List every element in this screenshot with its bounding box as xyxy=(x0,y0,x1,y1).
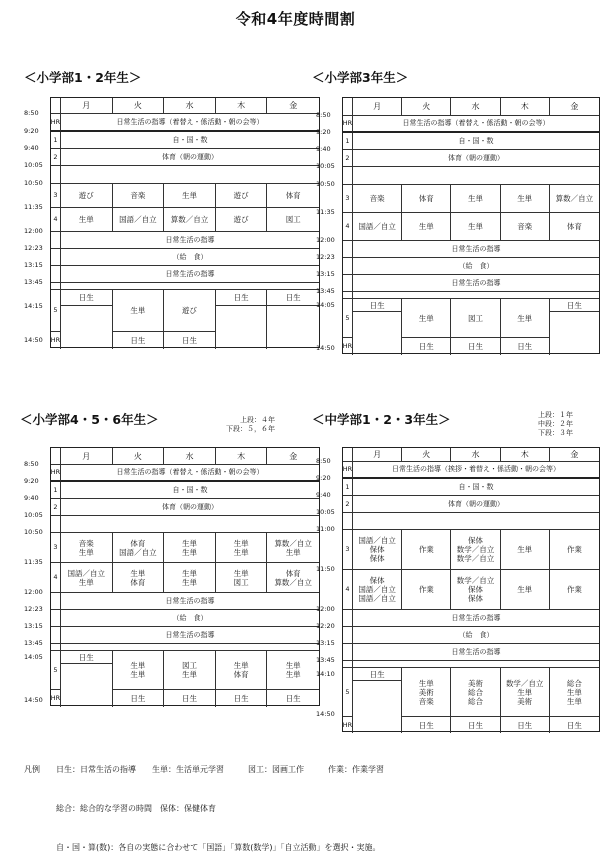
class-cell: 日生 xyxy=(61,651,113,664)
break-row xyxy=(61,644,319,651)
timetable xyxy=(316,97,600,354)
time-column xyxy=(24,447,48,706)
time-label: 10:50 xyxy=(24,179,43,187)
class-cell: 生単 生単 xyxy=(267,651,319,690)
class-cell: 遊び xyxy=(216,208,268,232)
period-label-blank xyxy=(343,644,353,661)
class-cell: 日生 xyxy=(113,332,165,349)
time-label: 9:40 xyxy=(316,145,331,153)
day-header: 金 xyxy=(267,98,319,114)
class-cell: 作業 xyxy=(402,530,451,570)
grade-note xyxy=(226,416,275,434)
period-label-blank xyxy=(51,232,61,249)
class-cell: 遊び xyxy=(164,290,216,332)
time-label: 13:45 xyxy=(24,639,43,647)
timetable-grid xyxy=(50,447,320,706)
class-cell: 生単 xyxy=(113,290,165,332)
time-label: 14:10 xyxy=(316,670,335,678)
break-row xyxy=(61,166,319,184)
spanning-activity: 日常生活の指導 xyxy=(353,610,599,627)
day-header: 金 xyxy=(550,98,599,116)
class-cell: 国語／自立 生単 xyxy=(61,563,113,593)
day-header: 水 xyxy=(164,448,216,465)
time-label: 14:50 xyxy=(24,336,43,344)
class-cell: 日生 xyxy=(285,694,301,703)
time-label: 12:00 xyxy=(24,227,43,235)
legend-line: 総合：総合的な学習の時間 保体：保健体育 xyxy=(24,804,216,813)
section-title: ＜小学部1・2年生＞ xyxy=(24,70,142,85)
time-label: 10:05 xyxy=(316,508,335,516)
period-label: HR xyxy=(51,332,61,349)
empty-cell xyxy=(267,306,319,349)
time-label: 9:20 xyxy=(24,127,39,135)
period-label: 5 xyxy=(343,668,353,717)
class-cell: 日生 xyxy=(501,717,550,733)
class-cell: 生単 生単 xyxy=(113,651,165,690)
timetable-grid xyxy=(342,447,600,732)
class-cell: 図工 xyxy=(451,299,500,338)
time-label: 12:23 xyxy=(316,253,335,261)
time-label: 9:40 xyxy=(24,494,39,502)
class-cell: 総合 生単 生単 xyxy=(550,668,599,717)
day-header: 火 xyxy=(402,448,451,462)
class-cell: 日生 xyxy=(451,338,500,355)
spanning-activity: （給 食） xyxy=(353,627,599,644)
class-cell: 音楽 xyxy=(113,184,165,208)
day-header: 金 xyxy=(550,448,599,462)
class-cell: 作業 xyxy=(550,570,599,610)
grade-note xyxy=(538,411,573,438)
class-cell: 生単 xyxy=(501,185,550,213)
period-label: 5 xyxy=(51,290,61,332)
day-header: 火 xyxy=(113,448,165,465)
class-cell: 国語／自立 xyxy=(113,208,165,232)
period-label: 3 xyxy=(343,185,353,213)
spanning-activity: 体育（朝の運動） xyxy=(61,149,319,166)
time-label: 9:20 xyxy=(24,477,39,485)
class-cell: 算数／自立 xyxy=(164,208,216,232)
spanning-activity: （給 食） xyxy=(61,610,319,627)
class-cell: 日生 xyxy=(402,717,451,733)
class-cell: 日生 xyxy=(353,299,402,312)
day-header: 水 xyxy=(451,98,500,116)
time-label: 9:40 xyxy=(316,491,331,499)
class-cell: 数学／自立 生単 美術 xyxy=(501,668,550,717)
time-label: 13:45 xyxy=(316,656,335,664)
day-header: 月 xyxy=(353,448,402,462)
time-label: 10:05 xyxy=(316,162,335,170)
legend-line: 凡例 日生：日常生活の指導 生単：生活単元学習 図工：図画工作 作業：作業学習 xyxy=(24,765,384,774)
period-label: 4 xyxy=(343,570,353,610)
time-label: 8:50 xyxy=(316,457,331,465)
grade-note-line: 中段：２年 xyxy=(538,420,573,428)
period-label-blank xyxy=(343,292,353,299)
period-label: 5 xyxy=(51,651,61,690)
legend xyxy=(24,737,384,867)
spanning-activity: 日常生活の指導 xyxy=(353,275,599,292)
period-label: 1 xyxy=(343,479,353,496)
spanning-activity: 日常生活の指導 xyxy=(353,644,599,661)
period-label-blank xyxy=(343,627,353,644)
time-label: 13:45 xyxy=(316,287,335,295)
period-label-blank xyxy=(343,610,353,627)
grade-note-line: 下段：３年 xyxy=(538,429,573,437)
period-label: 4 xyxy=(51,563,61,593)
break-row xyxy=(353,167,599,185)
period-label-blank xyxy=(51,627,61,644)
period-label: 1 xyxy=(51,482,61,499)
day-header: 金 xyxy=(267,448,319,465)
class-cell: 生単 体育 xyxy=(216,651,268,690)
time-label: 12:23 xyxy=(24,244,43,252)
time-label: 11:35 xyxy=(24,203,43,211)
grade-note-line: 上段：４年 xyxy=(240,416,275,424)
class-cell: 日生 xyxy=(113,690,165,707)
class-cell: 生単 xyxy=(61,208,113,232)
class-cell: 生単 図工 xyxy=(216,563,268,593)
period-label-blank xyxy=(51,593,61,610)
timetable xyxy=(24,447,320,706)
period-label-blank xyxy=(51,249,61,266)
empty-cell xyxy=(353,681,402,733)
class-cell: 日生 xyxy=(550,299,599,312)
day-header: 火 xyxy=(113,98,165,114)
spanning-activity: 日常生活の指導（着替え・係活動・朝の会等） xyxy=(61,465,319,482)
class-cell: 生単 美術 音楽 xyxy=(402,668,451,717)
period-label-blank xyxy=(51,516,61,533)
spanning-activity: 自・国・数 xyxy=(353,479,599,496)
period-label: 3 xyxy=(51,184,61,208)
class-cell: 遊び xyxy=(61,184,113,208)
class-cell: 体育 国語／自立 xyxy=(113,533,165,563)
day-header: 水 xyxy=(451,448,500,462)
class-cell: 日生 xyxy=(501,338,550,355)
time-label: 12:23 xyxy=(24,605,43,613)
time-label: 11:35 xyxy=(316,208,335,216)
empty-cell xyxy=(550,312,599,355)
grade-note-line: 下段：５，６年 xyxy=(226,425,275,433)
class-cell: 生単 xyxy=(164,184,216,208)
class-cell: 日生 xyxy=(216,690,268,707)
time-label: 11:35 xyxy=(24,558,43,566)
time-label: 14:05 xyxy=(316,301,335,309)
period-label-blank xyxy=(343,513,353,530)
spanning-activity: （給 食） xyxy=(353,258,599,275)
class-cell: 生単 xyxy=(501,299,550,338)
period-label: HR xyxy=(51,114,61,132)
class-cell: 生単 体育 xyxy=(113,563,165,593)
spanning-activity: 体育（朝の運動） xyxy=(353,496,599,513)
empty-cell xyxy=(353,312,402,355)
class-cell: 算数／自立 生単 xyxy=(267,533,319,563)
class-cell: 国語／自立 保体 保体 xyxy=(353,530,402,570)
time-label: 9:40 xyxy=(24,144,39,152)
spanning-activity: （給 食） xyxy=(61,249,319,266)
class-cell: 音楽 xyxy=(353,185,402,213)
spanning-activity: 日常生活の指導（着替え・係活動・朝の会等） xyxy=(353,116,599,133)
break-row xyxy=(353,661,599,668)
class-cell: 生単 xyxy=(501,570,550,610)
period-label: HR xyxy=(343,462,353,479)
class-cell: 日生 xyxy=(216,290,268,306)
period-header xyxy=(343,448,353,462)
class-cell: 保体 国語／自立 国語／自立 xyxy=(353,570,402,610)
period-label: 4 xyxy=(343,213,353,241)
period-label: 5 xyxy=(343,299,353,338)
class-cell: 作業 xyxy=(402,570,451,610)
time-label: 12:00 xyxy=(316,236,335,244)
class-cell: 体育 算数／自立 xyxy=(267,563,319,593)
empty-cell xyxy=(61,664,113,707)
day-header: 月 xyxy=(61,448,113,465)
class-cell: 日生 xyxy=(164,690,216,707)
spanning-activity: 日常生活の指導 xyxy=(61,627,319,644)
time-label: 8:50 xyxy=(24,109,39,117)
time-label: 10:50 xyxy=(24,528,43,536)
time-label: 9:20 xyxy=(316,128,331,136)
class-cell: 数学／自立 保体 保体 xyxy=(451,570,500,610)
period-label: 1 xyxy=(343,133,353,150)
time-column xyxy=(24,97,48,348)
time-label: 11:50 xyxy=(316,565,335,573)
section-title: ＜小学部4・5・6年生＞ xyxy=(20,412,159,427)
class-cell: 生単 xyxy=(402,213,451,241)
day-header: 木 xyxy=(501,98,550,116)
time-label: 13:15 xyxy=(24,622,43,630)
period-label-blank xyxy=(51,644,61,651)
period-label: HR xyxy=(343,338,353,355)
section-title: ＜中学部1・2・3年生＞ xyxy=(312,412,451,427)
timetable xyxy=(316,447,600,732)
class-cell: 日生 xyxy=(402,338,451,355)
period-label: 2 xyxy=(343,496,353,513)
time-label: 10:05 xyxy=(24,161,43,169)
time-column xyxy=(316,97,340,354)
time-label: 13:15 xyxy=(24,261,43,269)
period-label: 2 xyxy=(343,150,353,167)
class-cell: 生単 生単 xyxy=(164,563,216,593)
time-label: 14:05 xyxy=(24,653,43,661)
period-label: 2 xyxy=(51,499,61,516)
period-label-blank xyxy=(343,241,353,258)
spanning-activity: 日常生活の指導 xyxy=(61,593,319,610)
day-header: 水 xyxy=(164,98,216,114)
time-label: 12:00 xyxy=(24,588,43,596)
period-label: 1 xyxy=(51,132,61,149)
class-cell: 生単 xyxy=(451,213,500,241)
break-row xyxy=(353,513,599,530)
period-label: HR xyxy=(343,116,353,133)
time-label: 12:00 xyxy=(316,605,335,613)
time-label: 11:00 xyxy=(316,525,335,533)
class-cell: 体育 xyxy=(402,185,451,213)
time-label: 9:20 xyxy=(316,474,331,482)
class-cell: 日生 xyxy=(164,332,216,349)
class-cell: 保体 数学／自立 数学／自立 xyxy=(451,530,500,570)
time-label: 12:20 xyxy=(316,622,335,630)
spanning-activity: 日常生活の指導 xyxy=(61,266,319,283)
period-label-blank xyxy=(343,275,353,292)
day-header: 月 xyxy=(61,98,113,114)
day-header: 木 xyxy=(216,98,268,114)
spanning-activity: 日常生活の指導（挨拶・着替え・係活動・朝の会等） xyxy=(353,462,599,479)
spanning-activity: 日常生活の指導（着替え・係活動・朝の会等） xyxy=(61,114,319,132)
day-header: 木 xyxy=(501,448,550,462)
period-label: 3 xyxy=(51,533,61,563)
time-label: 14:50 xyxy=(316,344,335,352)
class-cell: 生単 xyxy=(501,530,550,570)
class-cell: 作業 xyxy=(550,530,599,570)
page-title: 令和4年度時間割 xyxy=(235,10,356,28)
class-cell: 音楽 生単 xyxy=(61,533,113,563)
period-label: HR xyxy=(343,717,353,733)
class-cell: 美術 総合 総合 xyxy=(451,668,500,717)
empty-cell xyxy=(216,306,268,349)
time-label: 14:50 xyxy=(24,696,43,704)
period-label: HR xyxy=(51,690,61,707)
class-cell: 日生 xyxy=(451,717,500,733)
class-cell: 算数／自立 xyxy=(550,185,599,213)
spanning-activity: 自・国・数 xyxy=(61,482,319,499)
spanning-activity: 自・国・数 xyxy=(353,133,599,150)
period-label-blank xyxy=(51,166,61,184)
period-label: 4 xyxy=(51,208,61,232)
class-cell: 国語／自立 xyxy=(353,213,402,241)
empty-cell xyxy=(61,306,113,349)
time-label: 8:50 xyxy=(24,460,39,468)
timetable xyxy=(24,97,320,348)
period-label-blank xyxy=(51,283,61,290)
spanning-activity: 日常生活の指導 xyxy=(61,232,319,249)
time-label: 13:15 xyxy=(316,270,335,278)
class-cell: 図工 生単 xyxy=(164,651,216,690)
spanning-activity: 体育（朝の運動） xyxy=(61,499,319,516)
class-cell: 体育 xyxy=(267,184,319,208)
period-label-blank xyxy=(51,266,61,283)
period-label-blank xyxy=(343,167,353,185)
period-label-blank xyxy=(343,258,353,275)
class-cell: 体育 xyxy=(550,213,599,241)
day-header: 月 xyxy=(353,98,402,116)
break-row xyxy=(353,292,599,299)
spanning-activity: 日常生活の指導 xyxy=(353,241,599,258)
day-header: 木 xyxy=(216,448,268,465)
class-cell: 日生 xyxy=(61,290,113,306)
time-column xyxy=(316,447,340,732)
legend-line: 自・国・算(数)：各自の実態に合わせて「国語」「算数(数学)」「自立活動」を選択・実施。 xyxy=(24,843,381,852)
section-title: ＜小学部3年生＞ xyxy=(312,70,409,85)
class-cell: 日生 xyxy=(353,668,402,681)
class-cell: 生単 xyxy=(402,299,451,338)
period-header xyxy=(343,98,353,116)
class-cell: 生単 xyxy=(451,185,500,213)
time-label: 10:50 xyxy=(316,180,335,188)
class-cell: 日生 xyxy=(566,720,582,730)
class-cell: 遊び xyxy=(216,184,268,208)
time-label: 8:50 xyxy=(316,111,331,119)
period-label: HR xyxy=(51,465,61,482)
class-cell: 生単 生単 xyxy=(164,533,216,563)
time-label: 13:15 xyxy=(316,639,335,647)
break-row xyxy=(61,283,319,290)
day-header: 火 xyxy=(402,98,451,116)
time-label: 13:45 xyxy=(24,278,43,286)
class-cell: 生単 生単 xyxy=(216,533,268,563)
class-cell: 音楽 xyxy=(501,213,550,241)
spanning-activity: 自・国・数 xyxy=(61,132,319,149)
break-row xyxy=(61,516,319,533)
time-label: 10:05 xyxy=(24,511,43,519)
period-header xyxy=(51,98,61,114)
class-cell: 図工 xyxy=(267,208,319,232)
period-label-blank xyxy=(51,610,61,627)
spanning-activity: 体育（朝の運動） xyxy=(353,150,599,167)
grade-note-line: 上段：１年 xyxy=(538,411,573,419)
time-label: 14:50 xyxy=(316,710,335,718)
class-cell: 日生 xyxy=(267,290,319,306)
timetable-grid xyxy=(342,97,600,354)
period-label: 3 xyxy=(343,530,353,570)
period-header xyxy=(51,448,61,465)
period-label-blank xyxy=(343,661,353,668)
time-label: 14:15 xyxy=(24,302,43,310)
period-label: 2 xyxy=(51,149,61,166)
timetable-grid xyxy=(50,97,320,348)
